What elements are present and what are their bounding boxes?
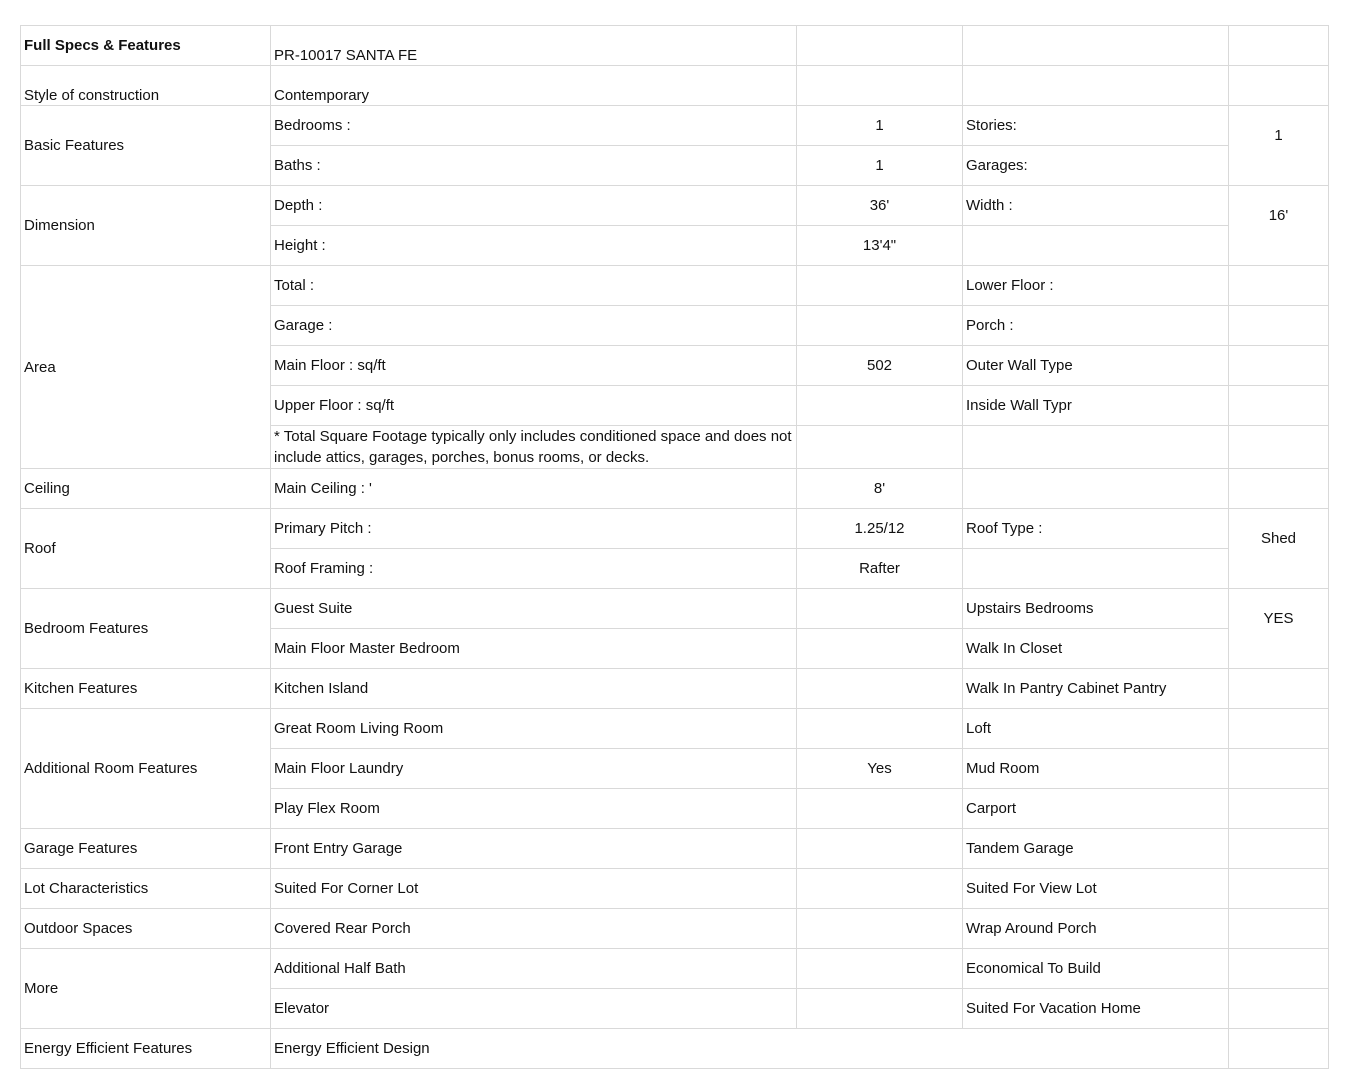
porch-label: Porch : <box>963 306 1229 346</box>
section-dimension: Dimension <box>21 186 271 266</box>
main-floor-label: Main Floor : sq/ft <box>271 346 797 386</box>
table-row <box>21 106 1329 146</box>
table-row <box>21 1029 1329 1069</box>
roof-type-label: Roof Type : <box>963 509 1229 549</box>
table-row <box>21 26 1329 66</box>
area-note: * Total Square Footage typically only includes conditioned space and does not include attics, garages, porches, bonus rooms, or decks. <box>271 426 797 469</box>
bedrooms-value: 1 <box>797 106 963 146</box>
main-master-label: Main Floor Master Bedroom <box>271 629 797 669</box>
table-row <box>21 66 1329 106</box>
style-label: Style of construction <box>21 66 271 106</box>
tandem-garage-label: Tandem Garage <box>963 829 1229 869</box>
table-row <box>21 186 1329 226</box>
table-row <box>21 949 1329 989</box>
garages-label: Garages: <box>963 146 1229 186</box>
table-row <box>21 469 1329 509</box>
corner-lot-label: Suited For Corner Lot <box>271 869 797 909</box>
garage-area-label: Garage : <box>271 306 797 346</box>
stories-label: Stories: <box>963 106 1229 146</box>
great-room-label: Great Room Living Room <box>271 709 797 749</box>
section-outdoor-spaces: Outdoor Spaces <box>21 909 271 949</box>
bedrooms-label: Bedrooms : <box>271 106 797 146</box>
laundry-label: Main Floor Laundry <box>271 749 797 789</box>
primary-pitch-value: 1.25/12 <box>797 509 963 549</box>
depth-value: 36' <box>797 186 963 226</box>
roof-type-value: Shed <box>1229 509 1329 589</box>
roof-framing-label: Roof Framing : <box>271 549 797 589</box>
section-ceiling: Ceiling <box>21 469 271 509</box>
section-additional-room-features: Additional Room Features <box>21 709 271 829</box>
table-row <box>21 709 1329 749</box>
section-garage-features: Garage Features <box>21 829 271 869</box>
stories-value: 1 <box>1229 106 1329 186</box>
section-basic-features: Basic Features <box>21 106 271 186</box>
carport-label: Carport <box>963 789 1229 829</box>
plan-name: PR-10017 SANTA FE <box>271 26 797 66</box>
laundry-value: Yes <box>797 749 963 789</box>
table-row <box>21 669 1329 709</box>
baths-label: Baths : <box>271 146 797 186</box>
height-value: 13'4" <box>797 226 963 266</box>
table-row <box>21 869 1329 909</box>
section-more: More <box>21 949 271 1029</box>
table-title: Full Specs & Features <box>21 26 271 66</box>
section-kitchen-features: Kitchen Features <box>21 669 271 709</box>
walk-in-closet-label: Walk In Closet <box>963 629 1229 669</box>
width-label: Width : <box>963 186 1229 226</box>
play-room-label: Play Flex Room <box>271 789 797 829</box>
loft-label: Loft <box>963 709 1229 749</box>
section-roof: Roof <box>21 509 271 589</box>
vacation-home-label: Suited For Vacation Home <box>963 989 1229 1029</box>
economical-label: Economical To Build <box>963 949 1229 989</box>
kitchen-island-label: Kitchen Island <box>271 669 797 709</box>
section-bedroom-features: Bedroom Features <box>21 589 271 669</box>
upper-floor-label: Upper Floor : sq/ft <box>271 386 797 426</box>
elevator-label: Elevator <box>271 989 797 1029</box>
outer-wall-label: Outer Wall Type <box>963 346 1229 386</box>
section-area: Area <box>21 266 271 469</box>
section-lot-characteristics: Lot Characteristics <box>21 869 271 909</box>
upstairs-bedrooms-label: Upstairs Bedrooms <box>963 589 1229 629</box>
table-row <box>21 589 1329 629</box>
height-label: Height : <box>271 226 797 266</box>
view-lot-label: Suited For View Lot <box>963 869 1229 909</box>
guest-suite-label: Guest Suite <box>271 589 797 629</box>
table-row <box>21 909 1329 949</box>
lower-floor-label: Lower Floor : <box>963 266 1229 306</box>
specs-table <box>20 25 1329 1069</box>
half-bath-label: Additional Half Bath <box>271 949 797 989</box>
inside-wall-label: Inside Wall Typr <box>963 386 1229 426</box>
table-row <box>21 829 1329 869</box>
total-label: Total : <box>271 266 797 306</box>
main-ceiling-label: Main Ceiling : ' <box>271 469 797 509</box>
width-value: 16' <box>1229 186 1329 266</box>
primary-pitch-label: Primary Pitch : <box>271 509 797 549</box>
depth-label: Depth : <box>271 186 797 226</box>
table-row <box>21 266 1329 306</box>
baths-value: 1 <box>797 146 963 186</box>
wrap-porch-label: Wrap Around Porch <box>963 909 1229 949</box>
mud-room-label: Mud Room <box>963 749 1229 789</box>
front-entry-label: Front Entry Garage <box>271 829 797 869</box>
energy-design-label: Energy Efficient Design <box>271 1029 1229 1069</box>
section-energy-efficient-features: Energy Efficient Features <box>21 1029 271 1069</box>
roof-framing-value: Rafter <box>797 549 963 589</box>
rear-porch-label: Covered Rear Porch <box>271 909 797 949</box>
pantry-label: Walk In Pantry Cabinet Pantry <box>963 669 1229 709</box>
style-value: Contemporary <box>271 66 797 106</box>
walk-in-closet-value: YES <box>1229 589 1329 669</box>
table-row <box>21 509 1329 549</box>
main-floor-value: 502 <box>797 346 963 386</box>
main-ceiling-value: 8' <box>797 469 963 509</box>
